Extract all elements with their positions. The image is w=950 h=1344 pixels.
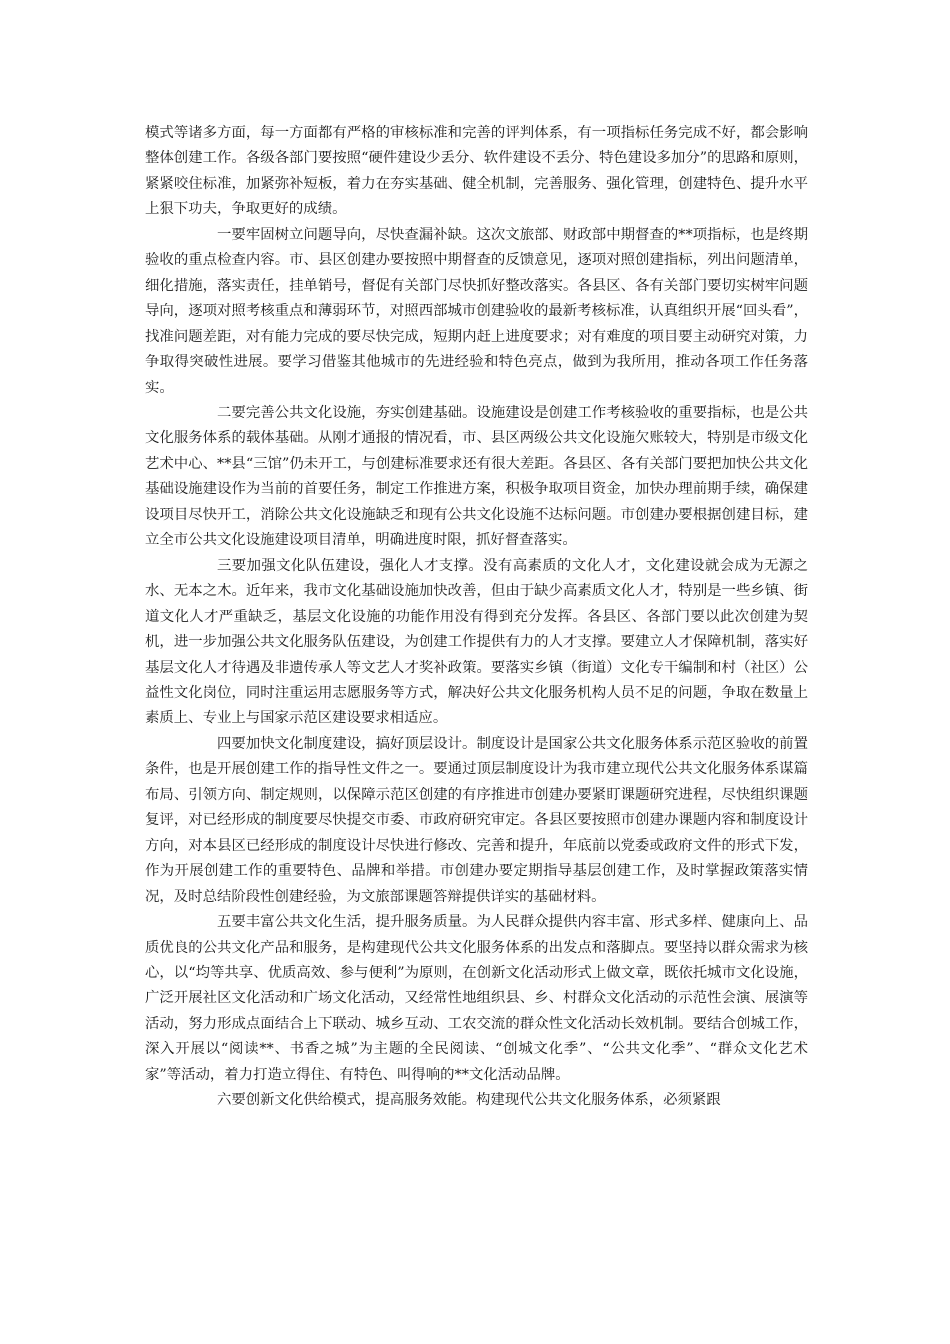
paragraph-talent-team: 三要加强文化队伍建设，强化人才支撑。没有高素质的文化人才，文化建设就会成为无源之水、无本之木。近年来，我市文化基础设施加快改善，但由于缺少高素质文化人才，特别是一些乡镇、街道文化人才严重缺乏，基层文化设施的功能作用没有得到充分发挥。各县区、各部门要以此次创建为契机，进一步加强公共文化服务队伍建设，为创建工作提供有力的人才支撑。要建立人才保障机制，落实好基层文化人才待遇及非遗传承人等文艺人才奖补政策。要落实乡镇（街道）文化专干编制和村（社区）公益性文化岗位，同时注重运用志愿服务等方式，解决好公共文化服务机构人员不足的问题，争取在数量上素质上、专业上与国家示范区建设要求相适应。 bbox=[145, 557, 808, 727]
paragraph-system-design: 四要加快文化制度建设，搞好顶层设计。制度设计是国家公共文化服务体系示范区验收的前置条件，也是开展创建工作的指导性文件之一。要通过顶层制度设计为我市建立现代公共文化服务体系谋篇布局、引领方向、制定规则，以保障示范区创建的有序推进市创建办要紧盯课题研究进程，尽快组织课题复评，对已经形成的制度要尽快提交市委、市政府研究审定。各县区要按照市创建办课题内容和制度设计方向，对本县区已经形成的制度设计尽快进行修改、完善和提升，年底前以党委或政府文件的形式下发，作为开展创建工作的重要特色、品牌和举措。市创建办要定期指导基层创建工作，及时掌握政策落实情况，及时总结阶段性创建经验，为文旅部课题答辩提供详实的基础材料。 bbox=[145, 735, 808, 905]
paragraph-continuation: 模式等诸多方面，每一方面都有严格的审核标准和完善的评判体系，有一项指标任务完成不好，都会影响整体创建工作。各级各部门要按照“硬件建设少丢分、软件建设不丢分、特色建设多加分”的思路和原则，紧紧咬住标准，加紧弥补短板，着力在夯实基础、健全机制，完善服务、强化管理，创建特色、提升水平上狠下功夫，争取更好的成绩。 bbox=[145, 125, 808, 218]
document-page bbox=[145, 121, 808, 1114]
paragraph-cultural-facilities: 二要完善公共文化设施，夯实创建基础。设施建设是创建工作考核验收的重要指标，也是公共文化服务体系的载体基础。从刚才通报的情况看，市、县区两级公共文化设施欠账较大，特别是市级文化艺术中心、**县“三馆”仍未开工，与创建标准要求还有很大差距。各县区、各有关部门要把加快公共文化基础设施建设作为当前的首要任务，制定工作推进方案，积极争取项目资金，加快办理前期手续，确保建设项目尽快开工，消除公共文化设施缺乏和现有公共文化设施不达标问题。市创建办要根据创建目标，建立全市公共文化设施建设项目清单，明确进度时限，抓好督查落实。 bbox=[145, 404, 808, 549]
paragraph-cultural-life: 五要丰富公共文化生活，提升服务质量。为人民群众提供内容丰富、形式多样、健康向上、品质优良的公共文化产品和服务，是构建现代公共文化服务体系的出发点和落脚点。要坚持以群众需求为核心，以“均等共享、优质高效、参与便利”为原则，在创新文化活动形式上做文章，既依托城市文化设施，广泛开展社区文化活动和广场文化活动，又经常性地组织县、乡、村群众文化活动的示范性会演、展演等活动，努力形成点面结合上下联动、城乡互动、工农交流的群众性文化活动长效机制。要结合创城工作，深入开展以“阅读**、书香之城”为主题的全民阅读、“创城文化季”、“公共文化季”、“群众文化艺术家”等活动，着力打造立得住、有特色、叫得响的**文化活动品牌。 bbox=[145, 914, 808, 1083]
paragraph-problem-orientation: 一要牢固树立问题导向，尽快查漏补缺。这次文旅部、财政部中期督查的**项指标，也是终期验收的重点检查内容。市、县区创建办要按照中期督查的反馈意见，逐项对照创建指标，列出问题清单，细化措施，落实责任，挂单销号，督促有关部门尽快抓好整改落实。各县区、各有关部门要切实树牢问题导向，逐项对照考核重点和薄弱环节，对照西部城市创建验收的最新考核标准，认真组织开展“回头看”，找准问题差距，对有能力完成的要尽快完成，短期内赶上进度要求；对有难度的项目要主动研究对策，力争取得突破性进展。要学习借鉴其他城市的先进经验和特色亮点，做到为我所用，推动各项工作任务落实。 bbox=[145, 226, 808, 396]
paragraph-supply-model: 六要创新文化供给模式，提高服务效能。构建现代公共文化服务体系，必须紧跟 bbox=[217, 1092, 721, 1109]
